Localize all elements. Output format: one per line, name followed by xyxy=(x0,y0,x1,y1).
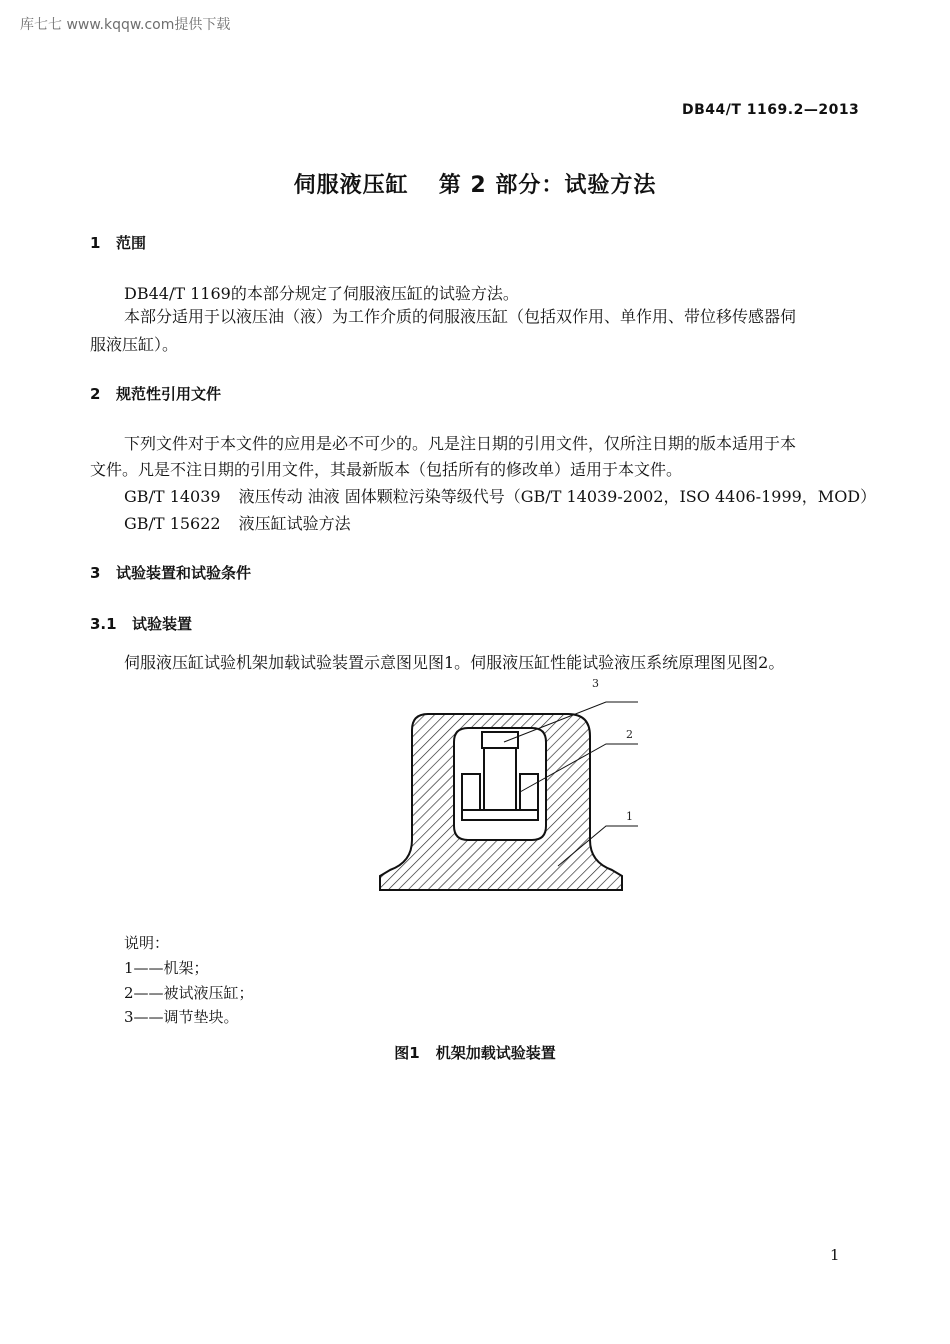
legend-title: 说明： xyxy=(124,934,170,952)
section-number: 1 xyxy=(90,234,101,252)
callout-3: 3 xyxy=(592,677,599,690)
page-title xyxy=(0,168,950,199)
section-number: 3 xyxy=(90,564,101,582)
section-heading-3 xyxy=(90,562,251,583)
scope-paragraph-1: DB44/T 1169的本部分规定了伺服液压缸的试验方法。 xyxy=(124,284,519,303)
adjusting-pad xyxy=(482,732,518,748)
cylinder-rod xyxy=(484,748,516,810)
section-heading-1 xyxy=(90,232,146,253)
reference-code: GB/T 14039 xyxy=(124,487,221,506)
section-title: 范围 xyxy=(116,234,147,252)
reference-name: 液压缸试验方法 xyxy=(238,514,351,533)
cylinder-base-plate xyxy=(462,810,538,820)
normative-paragraph-1-cont: 文件。凡是不注日期的引用文件，其最新版本（包括所有的修改单）适用于本文件。 xyxy=(90,460,683,479)
legend-item-3: 3——调节垫块。 xyxy=(124,1008,239,1026)
subsection-heading-3-1 xyxy=(90,613,192,634)
reference-code: GB/T 15622 xyxy=(124,514,221,533)
subsection-number: 3.1 xyxy=(90,615,117,633)
scope-paragraph-2: 本部分适用于以液压油（液）为工作介质的伺服液压缸（包括双作用、单作用、带位移传感器伺 xyxy=(124,307,797,326)
reference-item xyxy=(124,484,876,507)
cylinder-side-left xyxy=(462,774,480,810)
page-number: 1 xyxy=(830,1246,840,1264)
figure-caption-number: 图1 xyxy=(394,1044,420,1062)
callout-1: 1 xyxy=(626,810,633,823)
figure-1-diagram xyxy=(370,670,650,900)
watermark-text: 库七七 www.kqqw.com提供下载 xyxy=(20,17,231,33)
test-device-paragraph: 伺服液压缸试验机架加载试验装置示意图见图1。伺服液压缸性能试验液压系统原理图见图2。 xyxy=(124,653,785,672)
legend-item-1: 1——机架； xyxy=(124,959,209,977)
normative-paragraph-1: 下列文件对于本文件的应用是必不可少的。凡是注日期的引用文件，仅所注日期的版本适用于本 xyxy=(124,434,797,453)
section-title: 规范性引用文件 xyxy=(116,385,222,403)
callout-2: 2 xyxy=(626,728,633,741)
section-number: 2 xyxy=(90,385,101,403)
legend-item-2: 2——被试液压缸； xyxy=(124,984,254,1002)
title-part: 第 2 部分：试验方法 xyxy=(438,173,657,198)
title-main: 伺服液压缸 xyxy=(293,173,409,198)
cylinder-side-right xyxy=(520,774,538,810)
section-heading-2 xyxy=(90,383,221,404)
section-title: 试验装置和试验条件 xyxy=(116,564,252,582)
scope-paragraph-2-cont: 服液压缸）。 xyxy=(90,335,179,354)
reference-item xyxy=(124,511,351,534)
figure-caption-text: 机架加载试验装置 xyxy=(435,1044,556,1062)
figure-caption xyxy=(0,1042,950,1063)
reference-name: 液压传动 油液 固体颗粒污染等级代号（GB/T 14039-2002，ISO 4406-1999，MOD） xyxy=(238,487,877,506)
subsection-title: 试验装置 xyxy=(132,615,193,633)
document-number: DB44/T 1169.2—2013 xyxy=(682,102,860,118)
